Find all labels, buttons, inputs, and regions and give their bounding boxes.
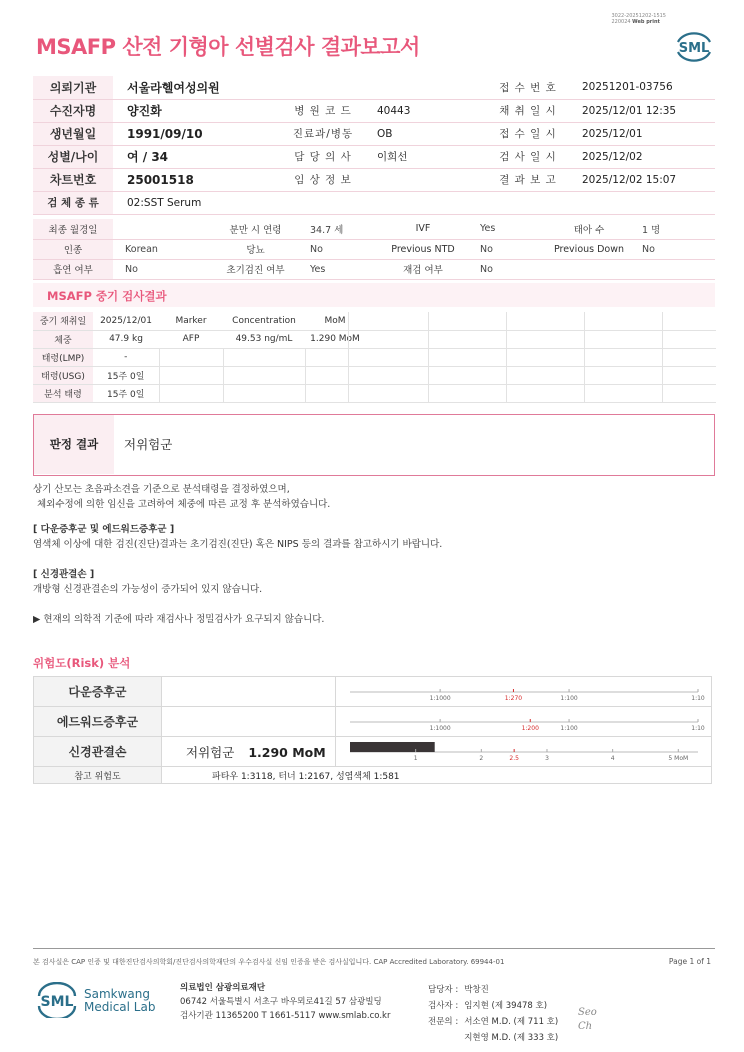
info-label: 접 수 일 시: [488, 122, 568, 145]
org-name: 의료법인 삼광의료재단: [180, 983, 266, 993]
info-label: 생년월일: [33, 122, 113, 145]
blank-cell: [585, 384, 663, 402]
note-heading: [ 다운증후군 및 에드워드증후군 ]: [33, 524, 175, 535]
results-value: 47.9 kg: [93, 330, 159, 348]
footer-note: 본 검사실은 CAP 인증 및 대한진단검사의학회/진단검사의학재단의 우수검사실 신임 인증을 받은 검사실입니다. CAP Accredited Laboratory. 69944-01: [33, 958, 505, 966]
info-row: [33, 122, 715, 145]
blank-cell: [663, 330, 716, 348]
info-value: 02:SST Serum: [113, 191, 715, 214]
sml-logo: [674, 28, 714, 64]
risk-value: [162, 737, 336, 767]
notes: [33, 482, 715, 627]
clinical-value: No: [468, 239, 548, 259]
staff-role: [428, 1031, 462, 1045]
edwards-risk-scale: [336, 707, 712, 733]
results-header: MoM: [305, 312, 365, 330]
blank-cell: [349, 384, 429, 402]
risk-value: [162, 677, 336, 707]
info-label: 담 당 의 사: [283, 145, 363, 168]
blank-cell: [663, 384, 716, 402]
results-header: Marker: [159, 312, 223, 330]
results-label: 체중: [33, 330, 93, 348]
info-value: 40443: [363, 99, 488, 122]
section-title: MSAFP 중기 검사결과: [47, 289, 167, 303]
clinical-label: 당뇨: [213, 239, 298, 259]
risk-chart-cell: [336, 737, 712, 767]
results-table: [33, 312, 365, 403]
section-header: [33, 283, 715, 307]
clinical-label: 흡연 여부: [33, 259, 113, 279]
blank-cell: [507, 366, 585, 384]
risk-label: 신경관결손: [34, 737, 162, 767]
results-blank-grid: [348, 312, 716, 403]
footer-divider: [33, 948, 715, 949]
info-row: [33, 168, 715, 191]
sml-logo-footer: [36, 982, 78, 1018]
info-value: 2025/12/02 15:07: [568, 168, 715, 191]
info-value: 25001518: [113, 168, 283, 191]
scale-tick-label: 1:200: [521, 725, 539, 732]
org-contact: 검사기관 11365200 T 1661-5117 www.smlab.co.kr: [180, 1011, 391, 1021]
mom-bar: [350, 742, 435, 752]
info-label: 병 원 코 드: [283, 99, 363, 122]
staff-name: 박창진: [464, 985, 489, 995]
info-row: [33, 99, 715, 122]
note-line: 개방형 신경관결손의 가능성이 증가되어 있지 않습니다.: [33, 584, 263, 595]
risk-row-edwards: [34, 707, 712, 737]
scale-tick-label: 1:100: [560, 725, 578, 732]
bar-tick-label: 2: [479, 755, 484, 762]
blank-cell: [429, 384, 507, 402]
risk-chart-cell: [336, 707, 712, 737]
print-code: 3022-20251202-1515: [611, 13, 666, 19]
note-line: ▶ 현재의 의학적 기준에 따라 재검사나 정밀검사가 요구되지 않습니다.: [33, 614, 325, 625]
info-value: 이희선: [363, 145, 488, 168]
note-line: 염색체 이상에 대한 검진(진단)결과는 초기검진(진단) 혹은 NIPS 등의 결과를 참고하시기 바랍니다.: [33, 539, 443, 550]
info-label: 수진자명: [33, 99, 113, 122]
note-line: 체외수정에 의한 임신을 고려하여 체중에 따른 교정 후 분석하였습니다.: [37, 499, 331, 510]
blank-cell: [349, 348, 429, 366]
results-header-row: [33, 312, 365, 330]
risk-label: 에드워드증후군: [34, 707, 162, 737]
print-label: Web print: [632, 19, 660, 25]
reference-risk-value: 파타우 1:3118, 터너 1:2167, 성염색체 1:581: [162, 767, 712, 784]
clinical-value: No: [468, 259, 548, 279]
risk-table: [33, 676, 712, 784]
ntd-mom-bar: [336, 737, 712, 763]
clinical-label: 분만 시 연령: [213, 219, 298, 239]
print-sub: 220024: [611, 19, 631, 25]
marker-concentration: 49.53 ng/mL: [223, 330, 305, 348]
clinical-label: 초기검진 여부: [213, 259, 298, 279]
blank-cell: [507, 384, 585, 402]
results-row: [33, 384, 365, 402]
results-label: 태령(LMP): [33, 348, 93, 366]
note-heading: [ 신경관결손 ]: [33, 569, 95, 580]
risk-row-reference: [34, 767, 712, 784]
judgement-label: 판정 결과: [34, 415, 114, 474]
results-empty: [159, 348, 223, 366]
blank-cell: [429, 366, 507, 384]
clinical-value: Yes: [298, 259, 378, 279]
results-value: 15주 0일: [93, 384, 159, 402]
results-header: 2025/12/01: [93, 312, 159, 330]
bar-tick-label: 5 MoM: [668, 755, 689, 762]
clinical-row: [33, 259, 715, 279]
blank-cell: [349, 330, 429, 348]
results-row: [33, 366, 365, 384]
info-value: 20251201-03756: [568, 76, 715, 99]
scale-tick-label: 1:270: [504, 695, 523, 702]
risk-title: 위험도(Risk) 분석: [33, 656, 131, 670]
clinical-row: [33, 239, 715, 259]
scale-tick-label: 1:100: [560, 695, 578, 702]
org-address: 06742 서울특별시 서초구 바우뫼로41길 57 삼광빌딩: [180, 997, 382, 1007]
marker-mom: 1.290 MoM: [305, 330, 365, 348]
clinical-value: No: [298, 239, 378, 259]
info-label: 검 사 일 시: [488, 145, 568, 168]
brand-line: Samkwang: [84, 987, 150, 1001]
clinical-label: 재검 여부: [378, 259, 468, 279]
risk-chart-cell: [336, 677, 712, 707]
blank-cell: [349, 312, 429, 330]
info-label: [283, 76, 363, 99]
info-value: 2025/12/01: [568, 122, 715, 145]
info-row: [33, 145, 715, 168]
clinical-value: No: [113, 259, 213, 279]
clinical-row: [33, 219, 715, 239]
info-label: 결 과 보 고: [488, 168, 568, 191]
info-value: 2025/12/02: [568, 145, 715, 168]
staff-role: 검사자 :: [428, 1001, 459, 1011]
logo-text: SML: [678, 41, 710, 56]
risk-value: [162, 707, 336, 737]
results-row: [33, 348, 365, 366]
scale-tick-label: 1:1000: [429, 695, 451, 702]
info-value: 2025/12/01 12:35: [568, 99, 715, 122]
info-label: 접 수 번 호: [488, 76, 568, 99]
info-value: 서울라헬여성의원: [113, 76, 283, 99]
clinical-label: Previous NTD: [378, 239, 468, 259]
results-row: [33, 330, 365, 348]
results-empty: [159, 366, 223, 384]
scale-tick-label: 1:10: [691, 695, 705, 702]
results-empty: [223, 366, 305, 384]
info-label: 채 취 일 시: [488, 99, 568, 122]
ntd-mom: 1.290 MoM: [248, 744, 326, 760]
note-line: 상기 산모는 초음파소견을 기준으로 분석태령을 결정하였으며,: [33, 484, 290, 495]
clinical-label: IVF: [378, 219, 468, 239]
blank-cell: [585, 330, 663, 348]
blank-cell: [429, 312, 507, 330]
blank-cell: [585, 366, 663, 384]
signature-marks: Seo Ch: [578, 1007, 597, 1032]
clinical-info-table: [33, 219, 715, 280]
results-label: 태령(USG): [33, 366, 93, 384]
clinical-value: 1 명: [630, 219, 715, 239]
marker-name: AFP: [159, 330, 223, 348]
brand-line: Medical Lab: [84, 1000, 156, 1014]
logo-text: SML: [40, 994, 74, 1010]
patient-info-table: [33, 76, 715, 215]
results-header: Concentration: [223, 312, 305, 330]
staff-list: [426, 981, 564, 1047]
clinical-label: Previous Down: [548, 239, 630, 259]
clinical-label: 태아 수: [548, 219, 630, 239]
results-value: -: [93, 348, 159, 366]
clinical-value: Korean: [113, 239, 213, 259]
staff-name: 서소연 M.D. (제 711 호): [464, 1017, 559, 1027]
clinical-label: 인종: [33, 239, 113, 259]
clinical-empty: [630, 259, 715, 279]
clinical-label: 최종 월경일: [33, 219, 113, 239]
blank-cell: [507, 330, 585, 348]
staff-role: 담당자 :: [428, 985, 459, 995]
report-title: MSAFP 산전 기형아 선별검사 결과보고서: [36, 35, 420, 59]
risk-label: 참고 위험도: [34, 767, 162, 784]
info-label: 성별/나이: [33, 145, 113, 168]
staff-name: 임지현 (제 39478 호): [464, 1001, 548, 1011]
info-row: [33, 76, 715, 99]
info-label: 진료과/병동: [283, 122, 363, 145]
clinical-value: 34.7 세: [298, 219, 378, 239]
info-value: [363, 76, 488, 99]
results-value: 15주 0일: [93, 366, 159, 384]
staff-role: 전문의 :: [428, 1017, 459, 1027]
info-label: 차트번호: [33, 168, 113, 191]
judgement-box: [33, 414, 715, 476]
results-label: 분석 태령: [33, 384, 93, 402]
results-header: 중기 채취일: [33, 312, 93, 330]
blank-cell: [663, 348, 716, 366]
blank-cell: [349, 366, 429, 384]
info-value: 양진화: [113, 99, 283, 122]
info-label: 임 상 정 보: [283, 168, 363, 191]
info-value: [363, 168, 488, 191]
blank-cell: [507, 348, 585, 366]
results-empty: [223, 348, 305, 366]
risk-label: 다운증후군: [34, 677, 162, 707]
results-empty: [223, 384, 305, 402]
blank-cell: [585, 348, 663, 366]
scale-tick-label: 1:1000: [429, 725, 451, 732]
clinical-empty: [548, 259, 630, 279]
scale-tick-label: 1:10: [691, 725, 705, 732]
ntd-result: 저위험군: [186, 744, 235, 760]
info-label: 검 체 종 류: [33, 191, 113, 214]
risk-row-down: [34, 677, 712, 707]
clinical-value: No: [630, 239, 715, 259]
info-label: 의뢰기관: [33, 76, 113, 99]
blank-cell: [429, 348, 507, 366]
blank-cell: [429, 330, 507, 348]
page-number: Page 1 of 1: [668, 957, 711, 966]
brand-name: [84, 988, 155, 1014]
bar-tick-label: 4: [610, 755, 615, 762]
bar-tick-label: 3: [545, 755, 549, 762]
org-info: [180, 981, 390, 1023]
bar-tick-label: 1: [413, 755, 418, 762]
info-value: OB: [363, 122, 488, 145]
down-risk-scale: [336, 677, 712, 703]
results-empty: [159, 384, 223, 402]
print-meta: [611, 13, 666, 25]
blank-cell: [663, 366, 716, 384]
info-value: 여 / 34: [113, 145, 283, 168]
clinical-value: [113, 219, 213, 239]
risk-row-ntd: [34, 737, 712, 767]
info-value: 1991/09/10: [113, 122, 283, 145]
bar-tick-label: 2.5: [509, 755, 519, 762]
info-row: [33, 191, 715, 214]
blank-cell: [663, 312, 716, 330]
clinical-value: Yes: [468, 219, 548, 239]
judgement-value: 저위험군: [124, 437, 173, 452]
blank-cell: [585, 312, 663, 330]
blank-cell: [507, 312, 585, 330]
staff-name: 지현영 M.D. (제 333 호): [464, 1033, 559, 1043]
